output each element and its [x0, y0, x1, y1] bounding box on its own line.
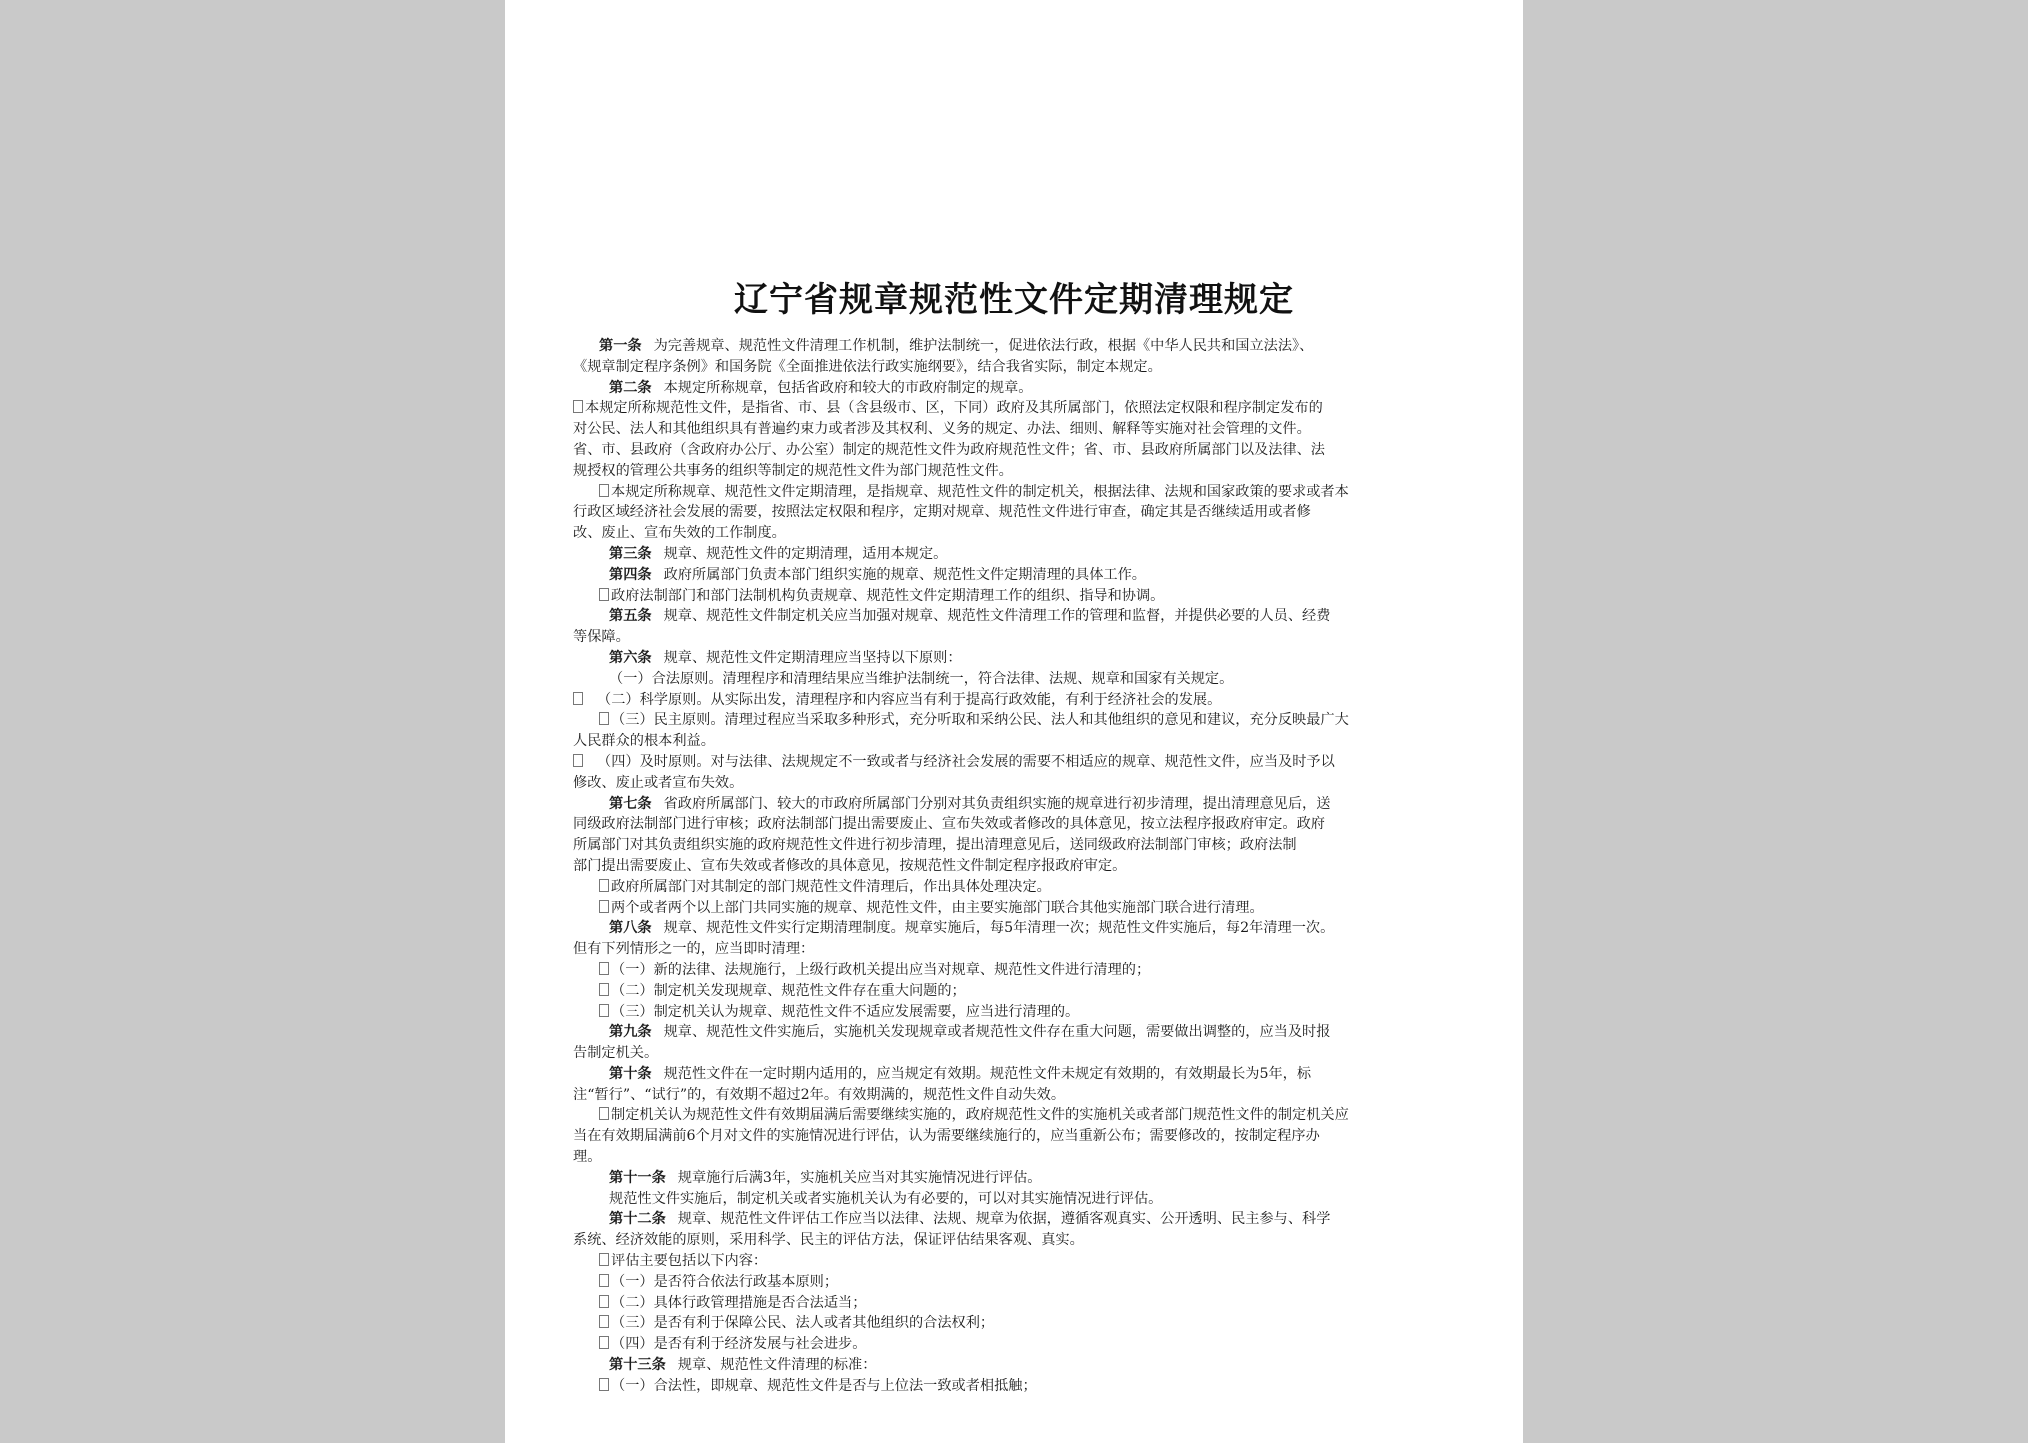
line-text: （二）制定机关发现规章、规范性文件存在重大问题的；	[611, 982, 966, 999]
article-number: 第十一条	[609, 1169, 666, 1186]
paragraph-line	[573, 586, 1463, 607]
paragraph-line: 对公民、法人和其他组织具有普遍约束力或者涉及其权利、义务的规定、办法、细则、解释等实施对社会管理的文件。	[573, 421, 1311, 438]
line-text: （四）及时原则。对与法律、法规规定不一致或者与经济社会发展的需要不相适应的规章、规范性文件，应当及时予以	[597, 753, 1335, 770]
checkbox-glyph-icon	[599, 588, 609, 601]
paragraph-line: 人民群众的根本利益。	[573, 733, 715, 750]
paragraph-line	[573, 1002, 1463, 1023]
paragraph-line: 所属部门对其负责组织实施的政府规范性文件进行初步清理，提出清理意见后，送同级政府法制部门审核；政府法制	[573, 837, 1297, 854]
line-text: 规章、规范性文件清理的标准：	[677, 1357, 877, 1374]
checkbox-glyph-icon	[599, 1315, 609, 1328]
checkbox-glyph-icon	[599, 1004, 609, 1017]
paragraph-line: 同级政府法制部门进行审核；政府法制部门提出需要废止、宣布失效或者修改的具体意见，按立法程序报政府审定。政府	[573, 816, 1325, 833]
paragraph-line	[573, 565, 1463, 586]
paragraph-line	[573, 1251, 1463, 1272]
checkbox-glyph-icon	[573, 754, 583, 767]
paragraph-line	[573, 606, 1463, 627]
line-text: 为完善规章、规范性文件清理工作机制，维护法制统一，促进依法行政，根据《中华人民共和国立法法》、	[653, 338, 1314, 354]
paragraph-line: 省、市、县政府（含政府办公厅、办公室）制定的规范性文件为政府规范性文件；省、市、县政府所属部门以及法律、法	[573, 441, 1325, 458]
article-number: 第十条	[609, 1065, 652, 1082]
paragraph-line	[573, 1064, 1463, 1085]
paragraph-line	[573, 981, 1463, 1002]
paragraph-line: 部门提出需要废止、宣布失效或者修改的具体意见，按规范性文件制定程序报政府审定。	[573, 857, 1127, 874]
line-text: 两个或者两个以上部门共同实施的规章、规范性文件，由主要实施部门联合其他实施部门联合进行清理。	[611, 899, 1264, 916]
paragraph-line	[573, 648, 1463, 669]
article-number: 第四条	[609, 566, 652, 583]
paragraph-line: 但有下列情形之一的，应当即时清理：	[573, 941, 815, 958]
paragraph-line	[573, 794, 1463, 815]
paragraph-line: 规授权的管理公共事务的组织等制定的规范性文件为部门规范性文件。	[573, 462, 1013, 479]
document-page	[505, 0, 1523, 1443]
article-number: 第六条	[609, 649, 652, 666]
paragraph-line: 当在有效期届满前6个月对文件的实施情况进行评估，认为需要继续施行的，应当重新公布；需要修改的，按制定程序办	[573, 1128, 1320, 1145]
line-text: （一）是否符合依法行政基本原则；	[611, 1273, 839, 1290]
paragraph-line	[573, 877, 1463, 898]
checkbox-glyph-icon	[599, 1336, 609, 1349]
paragraph-line: 注“暂行”、“试行”的，有效期不超过2年。有效期满的，规范性文件自动失效。	[573, 1086, 1066, 1103]
article-number: 第一条	[599, 338, 642, 354]
paragraph-line: （一）合法原则。清理程序和清理结果应当维护法制统一，符合法律、法规、规章和国家有关规定。	[609, 670, 1234, 687]
paragraph-line	[573, 752, 1463, 773]
paragraph-line	[573, 1105, 1463, 1126]
paragraph-line	[573, 1376, 1463, 1397]
paragraph-line	[573, 1022, 1463, 1043]
paragraph-line	[573, 1272, 1463, 1293]
paragraph-line: 修改、废止或者宣布失效。	[573, 774, 744, 791]
paragraph-line	[573, 482, 1463, 503]
checkbox-glyph-icon	[599, 900, 609, 913]
paragraph-line: 行政区域经济社会发展的需要，按照法定权限和程序，定期对规章、规范性文件进行审查，确定其是否继续适用或者修	[573, 504, 1311, 521]
paragraph-line	[573, 544, 1463, 565]
paragraph-line: 告制定机关。	[573, 1045, 659, 1062]
article-number: 第五条	[609, 608, 652, 625]
paragraph-line	[573, 1168, 1463, 1189]
line-text: 规章施行后满3年，实施机关应当对其实施情况进行评估。	[677, 1169, 1042, 1186]
paragraph-line	[573, 898, 1463, 919]
paragraph-line	[573, 398, 1463, 419]
line-text: 政府法制部门和部门法制机构负责规章、规范性文件定期清理工作的组织、指导和协调。	[611, 587, 1165, 604]
line-text: （三）制定机关认为规章、规范性文件不适应发展需要，应当进行清理的。	[611, 1003, 1080, 1020]
article-number: 第八条	[609, 920, 652, 937]
paragraph-line	[573, 1209, 1463, 1230]
article-number: 第十三条	[609, 1357, 666, 1374]
line-text: （三）是否有利于保障公民、法人或者其他组织的合法权利；	[611, 1315, 995, 1332]
line-text: 规章、规范性文件制定机关应当加强对规章、规范性文件清理工作的管理和监督，并提供必要的人员、经费	[663, 608, 1331, 625]
paragraph-line	[573, 918, 1463, 939]
line-text: 规章、规范性文件定期清理应当坚持以下原则：	[663, 649, 962, 666]
line-text: 本规定所称规范性文件，是指省、市、县（含县级市、区，下同）政府及其所属部门，依照法定权限和程序制定发布的	[585, 400, 1323, 417]
article-number: 第十二条	[609, 1211, 666, 1228]
checkbox-glyph-icon	[599, 712, 609, 725]
checkbox-glyph-icon	[599, 962, 609, 975]
checkbox-glyph-icon	[599, 1274, 609, 1287]
article-number: 第九条	[609, 1024, 652, 1041]
paragraph-line: 改、废止、宣布失效的工作制度。	[573, 525, 786, 542]
line-text: 制定机关认为规范性文件有效期届满后需要继续实施的，政府规范性文件的实施机关或者部门规范性文件的制定机关应	[611, 1107, 1349, 1124]
document-body	[573, 336, 1463, 1397]
line-text: （四）是否有利于经济发展与社会进步。	[611, 1336, 867, 1353]
paragraph-line: 《规章制定程序条例》和国务院《全面推进依法行政实施纲要》，结合我省实际，制定本规定。	[573, 358, 1162, 375]
checkbox-glyph-icon	[599, 983, 609, 996]
line-text: 规章、规范性文件实行定期清理制度。规章实施后，每5年清理一次；规范性文件实施后，每2年清理一次。	[663, 920, 1335, 937]
line-text: （一）新的法律、法规施行，上级行政机关提出应当对规章、规范性文件进行清理的；	[611, 961, 1151, 978]
document-title: 辽宁省规章规范性文件定期清理规定	[734, 280, 1294, 320]
line-text: （三）民主原则。清理过程应当采取多种形式，充分听取和采纳公民、法人和其他组织的意见和建议，充分反映最广大	[611, 712, 1349, 729]
checkbox-glyph-icon	[599, 484, 609, 497]
line-text: 政府所属部门负责本部门组织实施的规章、规范性文件定期清理的具体工作。	[663, 566, 1146, 583]
line-text: 规范性文件在一定时期内适用的，应当规定有效期。规范性文件未规定有效期的，有效期最长为5年，标	[663, 1065, 1312, 1082]
line-text: 本规定所称规章、规范性文件定期清理，是指规章、规范性文件的制定机关，根据法律、法规和国家政策的要求或者本	[611, 483, 1349, 500]
line-text: （二）科学原则。从实际出发，清理程序和内容应当有利于提高行政效能，有利于经济社会的发展。	[597, 691, 1222, 708]
paragraph-line: 规范性文件实施后，制定机关或者实施机关认为有必要的，可以对其实施情况进行评估。	[609, 1190, 1163, 1207]
checkbox-glyph-icon	[573, 400, 583, 413]
checkbox-glyph-icon	[599, 1253, 609, 1266]
paragraph-line	[573, 710, 1463, 731]
paragraph-line	[573, 1355, 1463, 1376]
paragraph-line	[573, 960, 1463, 981]
line-text: （二）具体行政管理措施是否合法适当；	[611, 1294, 867, 1311]
line-text: 规章、规范性文件评估工作应当以法律、法规、规章为依据，遵循客观真实、公开透明、民主参与、科学	[677, 1211, 1331, 1228]
paragraph-line: 理。	[573, 1149, 602, 1166]
line-text: （一）合法性，即规章、规范性文件是否与上位法一致或者相抵触；	[611, 1377, 1037, 1394]
paragraph-line	[573, 1293, 1463, 1314]
paragraph-line	[573, 336, 1463, 357]
paragraph-line	[573, 690, 1463, 711]
paragraph-line	[573, 1334, 1463, 1355]
line-text: 规章、规范性文件的定期清理，适用本规定。	[663, 545, 948, 562]
paragraph-line: 系统、经济效能的原则，采用科学、民主的评估方法，保证评估结果客观、真实。	[573, 1232, 1084, 1249]
paragraph-line	[573, 1313, 1463, 1334]
article-number: 第七条	[609, 795, 652, 812]
checkbox-glyph-icon	[599, 1107, 609, 1120]
article-number: 第三条	[609, 545, 652, 562]
line-text: 本规定所称规章，包括省政府和较大的市政府制定的规章。	[663, 379, 1033, 396]
checkbox-glyph-icon	[573, 692, 583, 705]
paragraph-line	[573, 378, 1463, 399]
line-text: 规章、规范性文件实施后，实施机关发现规章或者规范性文件存在重大问题，需要做出调整的，应当及时报	[663, 1024, 1331, 1041]
checkbox-glyph-icon	[599, 1378, 609, 1391]
line-text: 评估主要包括以下内容：	[611, 1253, 768, 1270]
checkbox-glyph-icon	[599, 1295, 609, 1308]
paragraph-line: 等保障。	[573, 629, 630, 646]
checkbox-glyph-icon	[599, 879, 609, 892]
line-text: 政府所属部门对其制定的部门规范性文件清理后，作出具体处理决定。	[611, 878, 1051, 895]
article-number: 第二条	[609, 379, 652, 396]
line-text: 省政府所属部门、较大的市政府所属部门分别对其负责组织实施的规章进行初步清理，提出清理意见后，送	[663, 795, 1331, 812]
